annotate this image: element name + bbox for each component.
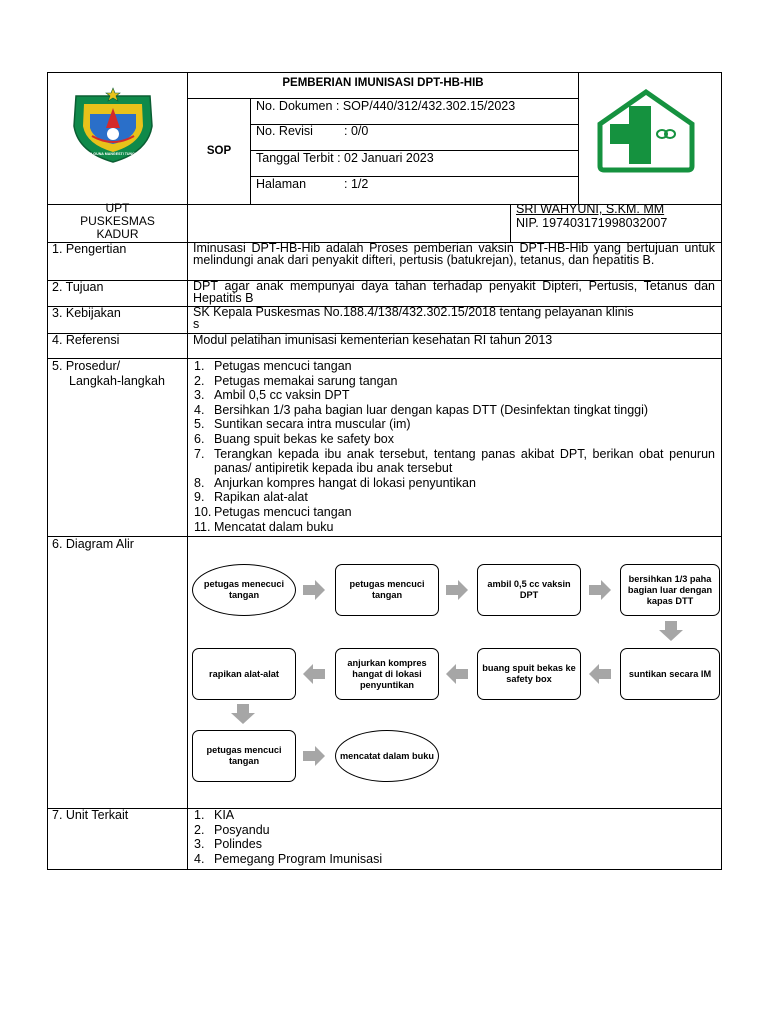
arrow-right-icon xyxy=(446,580,468,600)
kebijakan-line-2: s xyxy=(193,317,200,332)
signer-name: SRI WAHYUNI, S.KM. MM xyxy=(516,202,665,216)
document-number: No. Dokumen : SOP/440/312/432.302.15/2023 xyxy=(256,99,516,113)
flow-box-4: bersihkan 1/3 paha bagian luar dengan kapas DTT xyxy=(620,564,720,616)
list-item: 3. Polindes xyxy=(194,837,262,852)
list-item: 4. Pemegang Program Imunisasi xyxy=(194,851,383,866)
flow-box-8: rapikan alat-alat xyxy=(192,648,296,700)
list-item: 7. Terangkan kepada ibu anak tersebut, tentang panas akibat DPT, berikan obat penurun panas/ antipiretik kepada ibu anak tersebut xyxy=(194,446,715,476)
prosedur-steps xyxy=(194,359,715,534)
upt-line-1: UPT xyxy=(105,201,130,215)
list-item: 1. Petugas mencuci tangan xyxy=(194,359,352,373)
label-prosedur-line-1: 5. Prosedur/ xyxy=(52,359,121,373)
arrow-down-icon xyxy=(231,704,255,724)
arrow-right-icon xyxy=(303,580,325,600)
list-item: 5. Suntikan secara intra muscular (im) xyxy=(194,417,411,432)
list-item: 2. Posyandu xyxy=(194,822,270,837)
list-item: 4. Bersihkan 1/3 paha bagian luar dengan kapas DTT (Desinfektan tingkat tinggi) xyxy=(194,402,649,417)
list-item: 1. KIA xyxy=(194,808,235,822)
list-item: 2. Petugas memakai sarung tangan xyxy=(194,373,398,388)
kebijakan-line-1: SK Kepala Puskesmas No.188.4/138/432.302.15/2018 tentang pelayanan klinis xyxy=(193,305,634,319)
signer-nip: NIP. 197403171998032007 xyxy=(516,216,668,230)
label-prosedur-line-2: Langkah-langkah xyxy=(69,373,165,388)
document-title: PEMBERIAN IMUNISASI DPT-HB-HIB xyxy=(282,77,484,89)
pengertian-text: Iminusasi DPT-HB-Hib adalah Proses pemberian vaksin DPT-HB-Hib yang bertujuan untuk melindungi anak dari penyakit difteri, pertusis (batukrejan), tetanus, dan hepatitis B. xyxy=(193,241,715,268)
flow-box-1: petugas menecuci tangan xyxy=(192,564,296,616)
kebijakan-text xyxy=(193,306,715,331)
prosedur-step-list xyxy=(194,359,715,534)
flow-box-9: petugas mencuci tangan xyxy=(192,730,296,782)
unit-list xyxy=(194,808,715,866)
label-tujuan: 2. Tujuan xyxy=(52,280,104,294)
referensi-text: Modul pelatihan imunisasi kementerian kesehatan RI tahun 2013 xyxy=(193,333,553,347)
label-prosedur xyxy=(52,359,165,388)
page-value: : 1/2 xyxy=(344,177,369,191)
tujuan-text: DPT agar anak mempunyai daya tahan terhadap penyakit Dipteri, Pertusis, Tetanus dan Hepatitis B xyxy=(193,279,715,306)
arrow-left-icon xyxy=(446,664,468,684)
arrow-right-icon xyxy=(303,746,325,766)
revision-label: No. Revisi xyxy=(256,124,313,138)
label-kebijakan: 3. Kebijakan xyxy=(52,306,121,320)
flow-box-2: petugas mencuci tangan xyxy=(335,564,439,616)
arrow-right-icon xyxy=(589,580,611,600)
label-unit: 7. Unit Terkait xyxy=(52,808,129,822)
arrow-down-icon xyxy=(659,621,683,641)
label-pengertian: 1. Pengertian xyxy=(52,242,127,256)
revision-value: : 0/0 xyxy=(344,124,369,138)
label-diagram: 6. Diagram Alir xyxy=(52,537,134,551)
list-item: 9. Rapikan alat-alat xyxy=(194,490,308,505)
upt-line-2: PUSKESMAS xyxy=(80,214,155,229)
flow-box-5: suntikan secara IM xyxy=(620,648,720,700)
list-item: 10. Petugas mencuci tangan xyxy=(194,504,352,519)
regency-emblem-logo xyxy=(68,86,158,166)
upt-line-3: KADUR xyxy=(96,227,139,242)
list-item: 11. Mencatat dalam buku xyxy=(194,519,334,534)
flow-box-10: mencatat dalam buku xyxy=(335,730,439,782)
issue-date: Tanggal Terbit : 02 Januari 2023 xyxy=(256,151,434,165)
list-item: 8. Anjurkan kompres hangat di lokasi penyuntikan xyxy=(194,475,476,490)
unit-item-list xyxy=(194,808,715,866)
arrow-left-icon xyxy=(589,664,611,684)
flow-box-7: anjurkan kompres hangat di lokasi penyuntikan xyxy=(335,648,439,700)
label-referensi: 4. Referensi xyxy=(52,333,120,347)
list-item: 6. Buang spuit bekas ke safety box xyxy=(194,431,394,446)
flow-box-6: buang spuit bekas ke safety box xyxy=(477,648,581,700)
emblem-motto: BADI GUNA MANGESTI TUNGGAL xyxy=(83,152,143,156)
upt-name xyxy=(48,202,187,242)
flow-box-3: ambil 0,5 cc vaksin DPT xyxy=(477,564,581,616)
sop-label: SOP xyxy=(206,145,232,157)
arrow-left-icon xyxy=(303,664,325,684)
list-item: 3. Ambil 0,5 cc vaksin DPT xyxy=(194,388,350,403)
puskesmas-logo xyxy=(596,88,696,174)
page-label: Halaman xyxy=(256,177,307,191)
